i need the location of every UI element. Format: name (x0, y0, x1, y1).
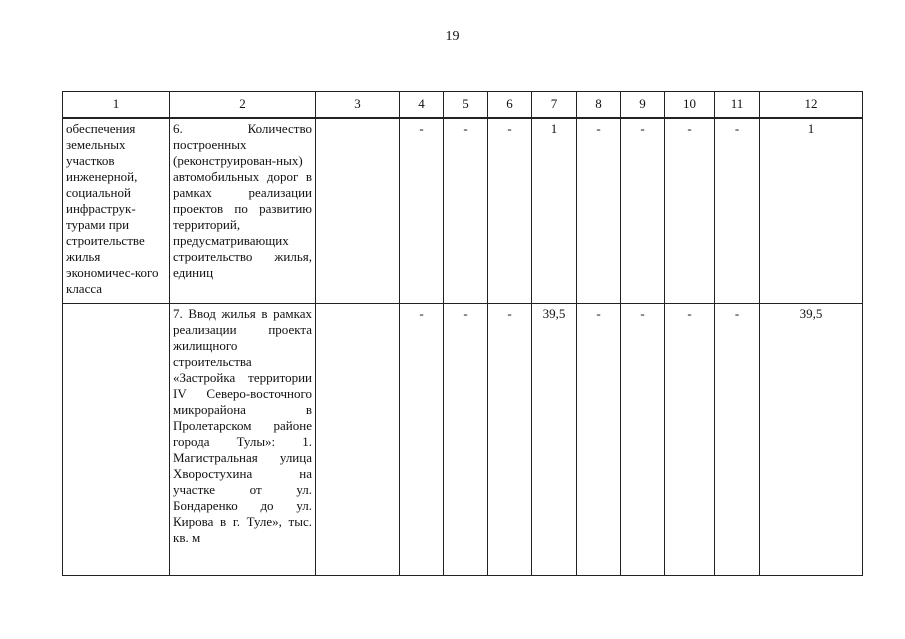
value-cell: - (665, 304, 715, 576)
value-cell: 1 (532, 118, 577, 304)
column-header-5: 5 (444, 92, 488, 118)
total-cell: 39,5 (760, 304, 863, 576)
column-header-9: 9 (621, 92, 665, 118)
table-row (63, 118, 863, 304)
column-header-8: 8 (577, 92, 621, 118)
column-header-3: 3 (316, 92, 400, 118)
value-cell: - (400, 304, 444, 576)
page-number: 19 (445, 29, 460, 44)
value-cell: - (444, 304, 488, 576)
program-indicators-table (62, 91, 863, 576)
column-header-12: 12 (760, 92, 863, 118)
column-header-1: 1 (63, 92, 170, 118)
header-row (63, 92, 863, 118)
indicator-cell: 7. Ввод жилья в рамках реализации проекта жилищного строительства «Застройка территории IV Северо-восточного микрорайона в Пролетарском районе города Тулы»: 1. Магистральная улица Хворостухина на участке от ул. Бондаренко до ул. Кирова в г. Туле», тыс. кв. м (170, 304, 316, 576)
value-cell: - (488, 118, 532, 304)
value-cell: - (621, 304, 665, 576)
value-cell: - (488, 304, 532, 576)
value-cell: - (621, 118, 665, 304)
value-cell: - (444, 118, 488, 304)
value-cell: - (665, 118, 715, 304)
value-cell: - (715, 304, 760, 576)
value-cell: 39,5 (532, 304, 577, 576)
column-header-10: 10 (665, 92, 715, 118)
total-cell: 1 (760, 118, 863, 304)
value-cell (316, 118, 400, 304)
column-header-7: 7 (532, 92, 577, 118)
column-header-2: 2 (170, 92, 316, 118)
goal-cell (63, 304, 170, 576)
column-header-4: 4 (400, 92, 444, 118)
value-cell: - (400, 118, 444, 304)
value-cell: - (715, 118, 760, 304)
value-cell: - (577, 304, 621, 576)
table-row (63, 304, 863, 576)
column-header-6: 6 (488, 92, 532, 118)
column-header-11: 11 (715, 92, 760, 118)
value-cell (316, 304, 400, 576)
indicator-cell: 6. Количество построенных (реконструирован-ных) автомобильных дорог в рамках реализации проектов по развитию территорий, предусматривающих строительство жилья, единиц (170, 118, 316, 304)
value-cell: - (577, 118, 621, 304)
goal-cell: обеспечения земельных участков инженерной, социальной инфраструк-турами при строительстве жилья экономичес-кого класса (63, 118, 170, 304)
